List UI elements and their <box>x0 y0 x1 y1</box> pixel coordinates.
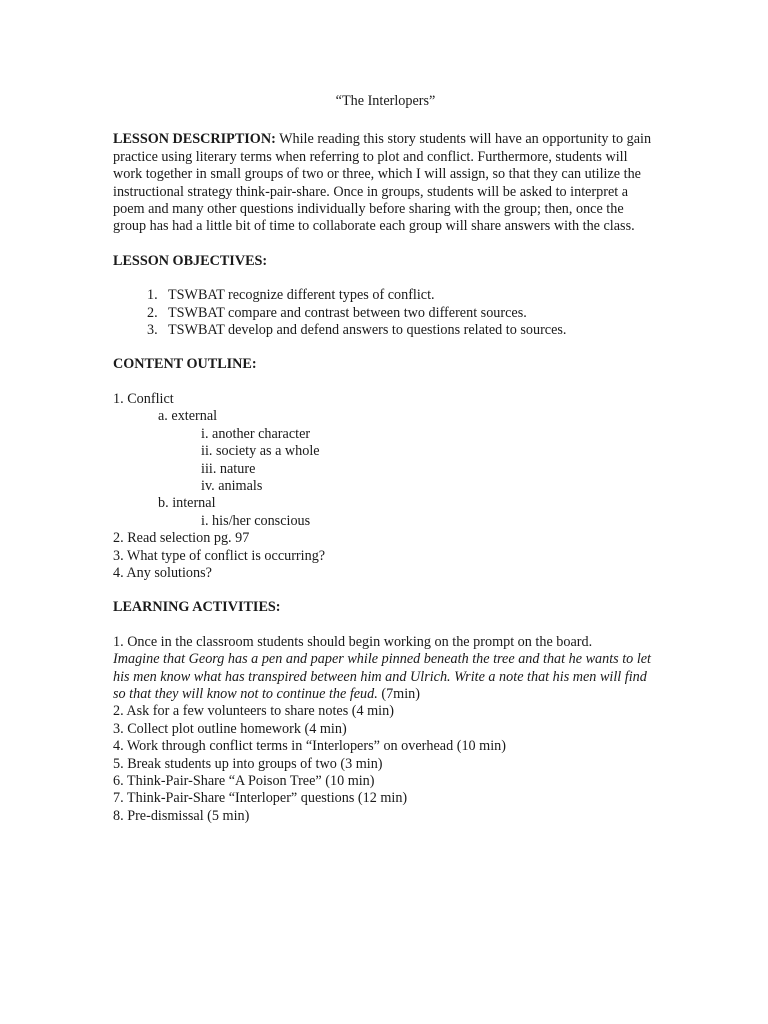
activity-item: 3. Collect plot outline homework (4 min) <box>113 720 347 737</box>
outline-line: ii. society as a whole <box>201 443 320 460</box>
outline-line: 3. What type of conflict is occurring? <box>113 547 326 564</box>
objective-item: 2. TSWBAT compare and contrast between two different sources. <box>147 304 527 321</box>
lesson-description-heading: LESSON DESCRIPTION: <box>113 131 276 148</box>
activity-item: 7. Think-Pair-Share “Interloper” questions (12 min) <box>113 790 408 807</box>
outline-line: 1. Conflict <box>113 390 174 407</box>
objective-item: 1. TSWBAT recognize different types of conflict. <box>147 287 435 304</box>
objective-item: 3. TSWBAT develop and defend answers to questions related to sources. <box>147 322 567 339</box>
activity-prompt-text: Imagine that Georg has a pen and paper while pinned beneath the tree and that he wants to let his men know what has transpired between him and Ulrich. Write a note that his men will find so that they will know not to continue the feud. <box>113 651 651 702</box>
outline-line: i. his/her conscious <box>201 512 311 529</box>
outline-line: iv. animals <box>201 477 263 494</box>
document-title: “The Interlopers” <box>335 93 436 109</box>
activity-item: 5. Break students up into groups of two (3 min) <box>113 755 383 772</box>
activity-prompt-time: (7min) <box>377 685 420 702</box>
lesson-description <box>113 131 658 235</box>
activity-item: 2. Ask for a few volunteers to share notes (4 min) <box>113 703 394 720</box>
outline-line: 4. Any solutions? <box>113 564 212 581</box>
activity-prompt <box>113 651 658 703</box>
content-outline-list <box>113 391 658 582</box>
lesson-description-text: While reading this story students will have an opportunity to gain practice using literary terms when referring to plot and conflict. Furthermore, students will work together in small groups of two or three, which I will assign, so that they can utilize the instructional strategy think-pair-share. Once in groups, students will be asked to interpret a poem and many other questions individually before sharing with the group; then, once the group has had a little bit of time to collaborate each group will share answers with the class. <box>113 131 652 235</box>
outline-line: a. external <box>158 408 218 425</box>
content-outline-heading: CONTENT OUTLINE: <box>113 356 257 373</box>
activity-item: 8. Pre-dismissal (5 min) <box>113 807 250 824</box>
document-page <box>113 93 658 825</box>
outline-line: iii. nature <box>201 460 256 477</box>
outline-line: 2. Read selection pg. 97 <box>113 530 250 547</box>
outline-line: b. internal <box>158 495 216 512</box>
learning-activities-heading: LEARNING ACTIVITIES: <box>113 599 281 616</box>
lesson-objectives-list <box>113 287 658 339</box>
learning-activities-list <box>113 634 658 825</box>
lesson-objectives-heading: LESSON OBJECTIVES: <box>113 252 268 269</box>
outline-line: i. another character <box>201 425 311 442</box>
activity-item: 1. Once in the classroom students should begin working on the prompt on the board. <box>113 633 593 650</box>
activity-item: 6. Think-Pair-Share “A Poison Tree” (10 min) <box>113 773 375 789</box>
activity-item: 4. Work through conflict terms in “Interlopers” on overhead (10 min) <box>113 738 506 755</box>
